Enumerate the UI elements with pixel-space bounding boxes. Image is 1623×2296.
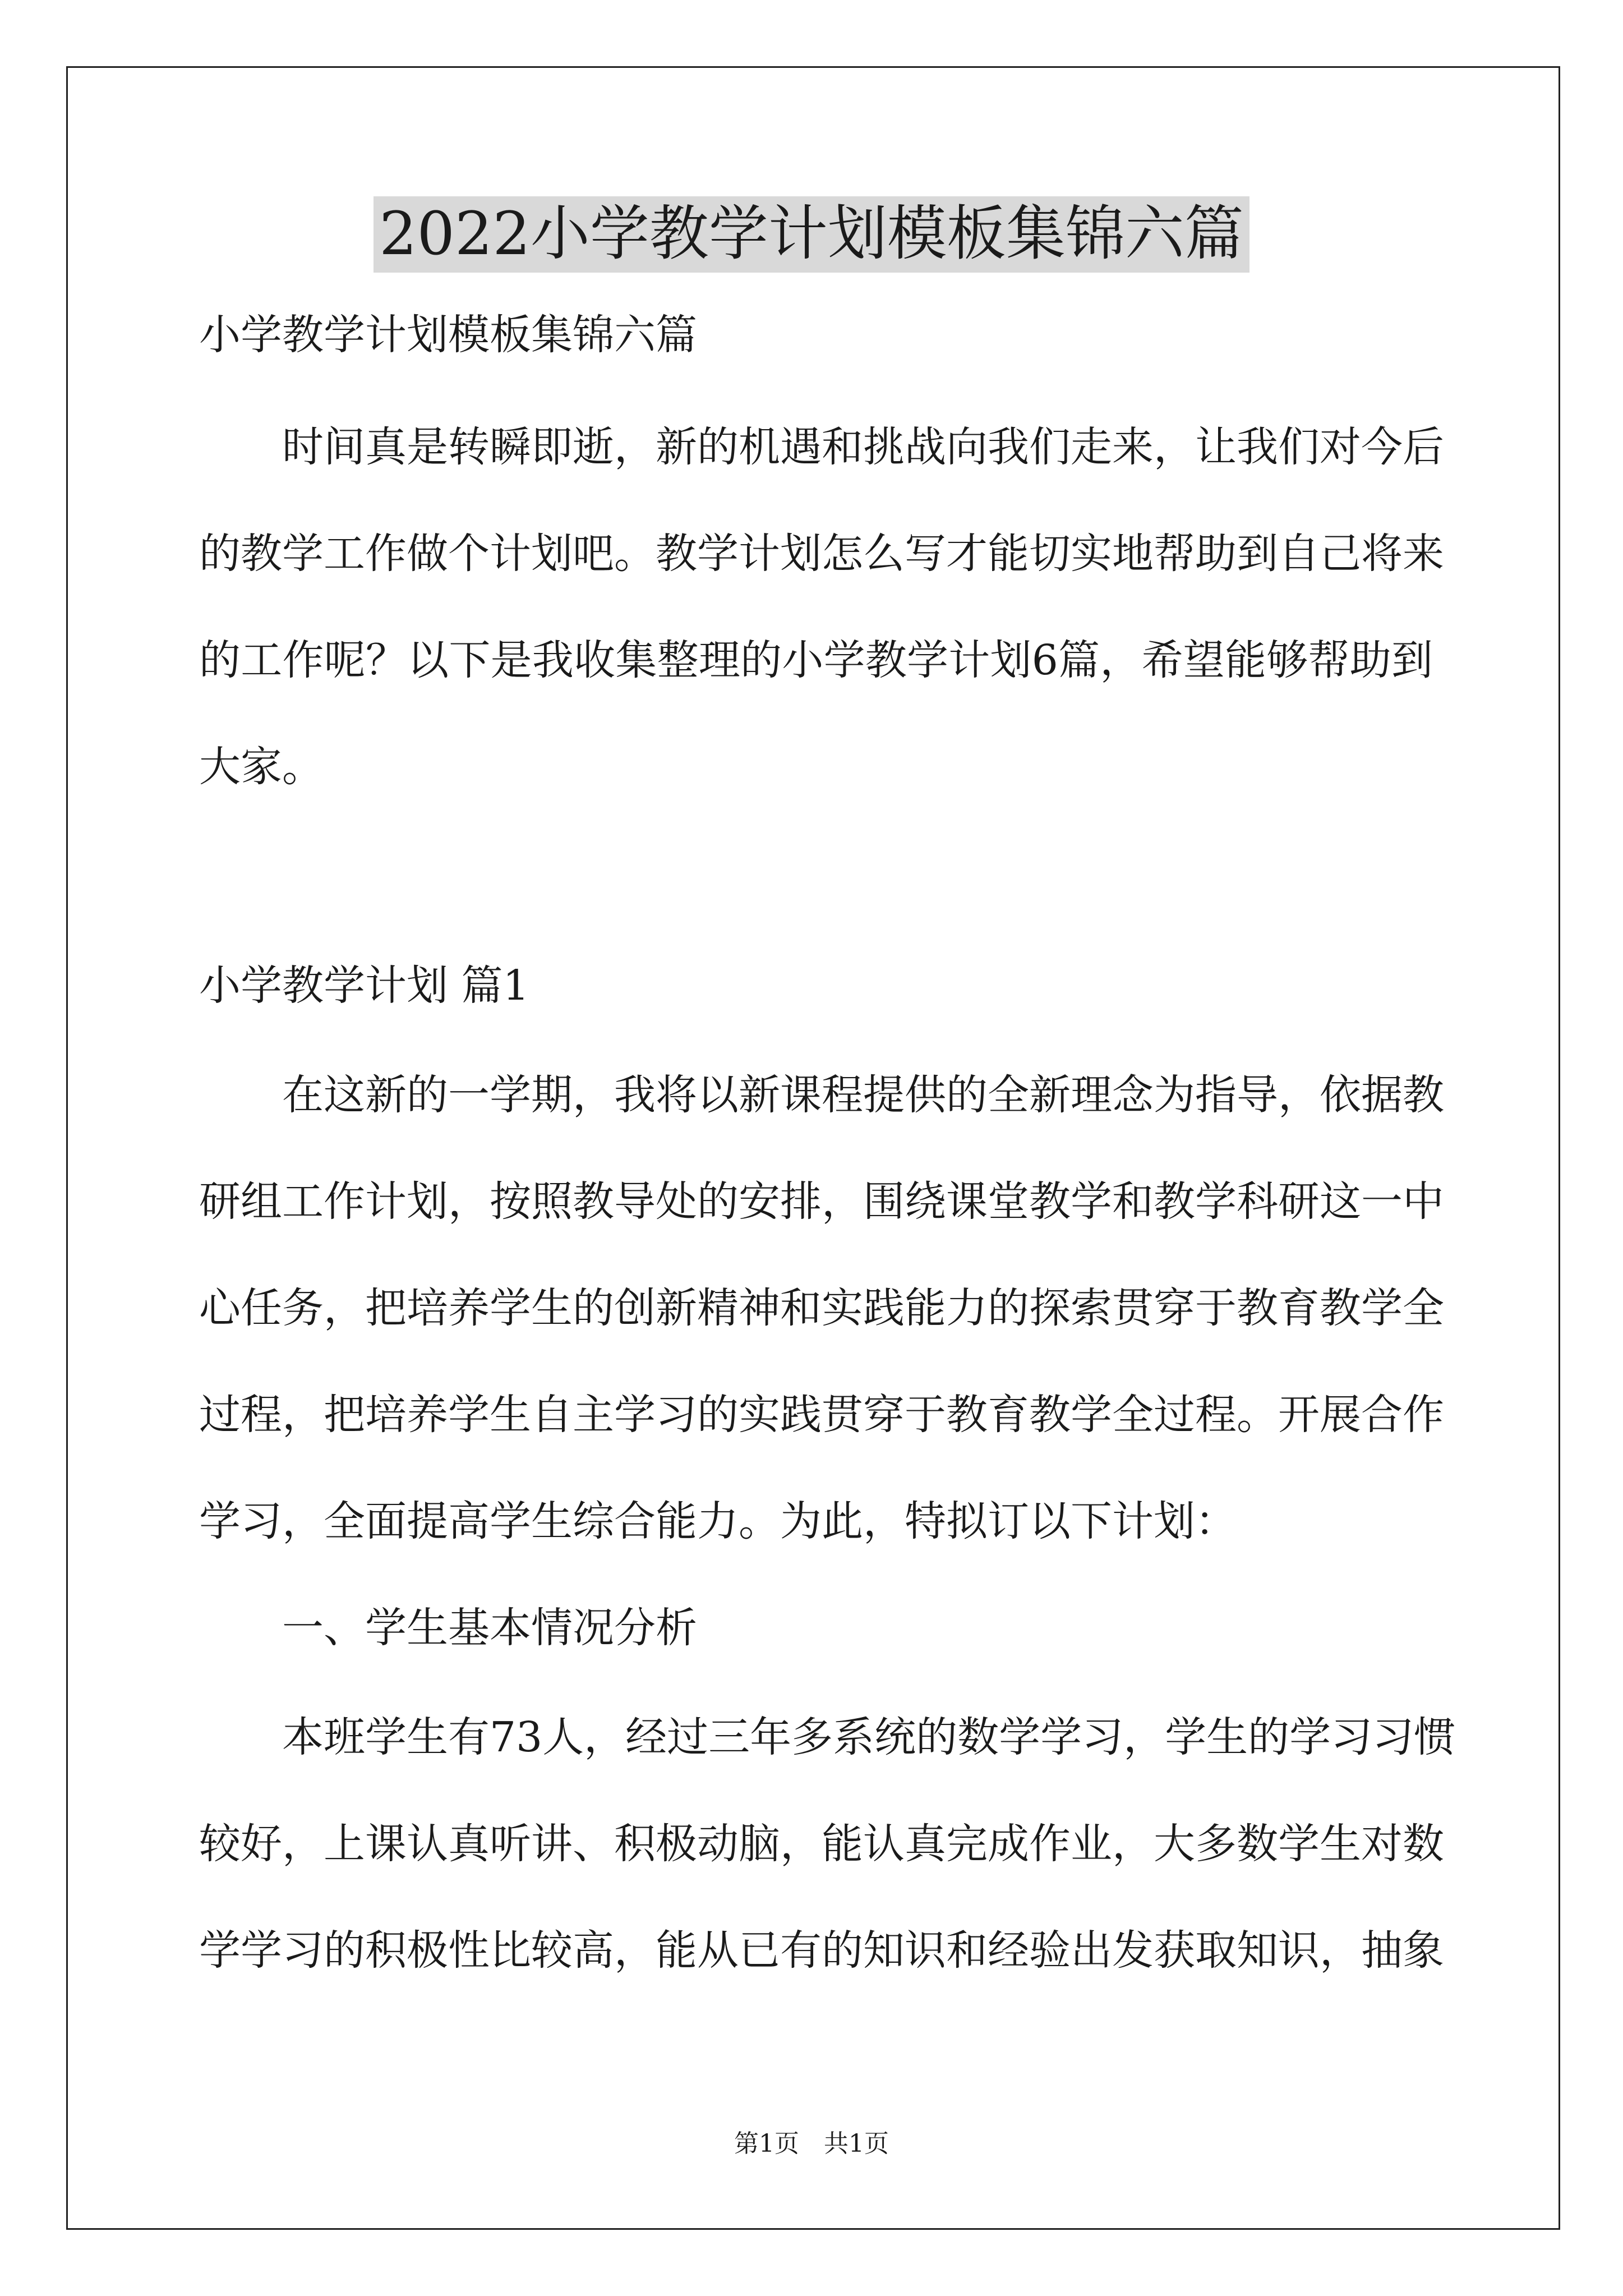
intro-line: 时间真是转瞬即逝，新的机遇和挑战向我们走来，让我们对今后 — [199, 423, 1444, 471]
page-footer: 第1页 共1页 — [734, 2129, 889, 2158]
document-title-wrapper — [0, 196, 1623, 273]
body-line: 心任务，把培养学生的创新精神和实践能力的探索贯穿于教育教学全 — [199, 1284, 1444, 1332]
page-border — [66, 66, 1560, 2230]
analysis-line: 学学习的积极性比较高，能从已有的知识和经验出发获取知识，抽象 — [199, 1926, 1444, 1975]
document-subtitle: 小学教学计划模板集锦六篇 — [199, 311, 697, 359]
body-line: 在这新的一学期，我将以新课程提供的全新理念为指导，依据教 — [199, 1071, 1444, 1119]
body-line: 学习，全面提高学生综合能力。为此，特拟订以下计划： — [199, 1497, 1237, 1545]
analysis-line: 本班学生有73人，经过三年多系统的数学学习，学生的学习习惯 — [199, 1713, 1456, 1761]
subheading: 一、学生基本情况分析 — [199, 1604, 697, 1652]
intro-line: 大家。 — [199, 743, 324, 791]
document-title: 2022小学教学计划模板集锦六篇 — [374, 196, 1249, 273]
analysis-line: 较好，上课认真听讲、积极动脑，能认真完成作业，大多数学生对数 — [199, 1820, 1444, 1868]
body-line: 研组工作计划，按照教导处的安排，围绕课堂教学和教学科研这一中 — [199, 1177, 1444, 1226]
intro-line: 的教学工作做个计划吧。教学计划怎么写才能切实地帮助到自己将来 — [199, 530, 1444, 578]
intro-line: 的工作呢？以下是我收集整理的小学教学计划6篇，希望能够帮助到 — [199, 636, 1433, 684]
body-line: 过程，把培养学生自主学习的实践贯穿于教育教学全过程。开展合作 — [199, 1391, 1444, 1439]
section-heading: 小学教学计划 篇1 — [199, 961, 529, 1010]
